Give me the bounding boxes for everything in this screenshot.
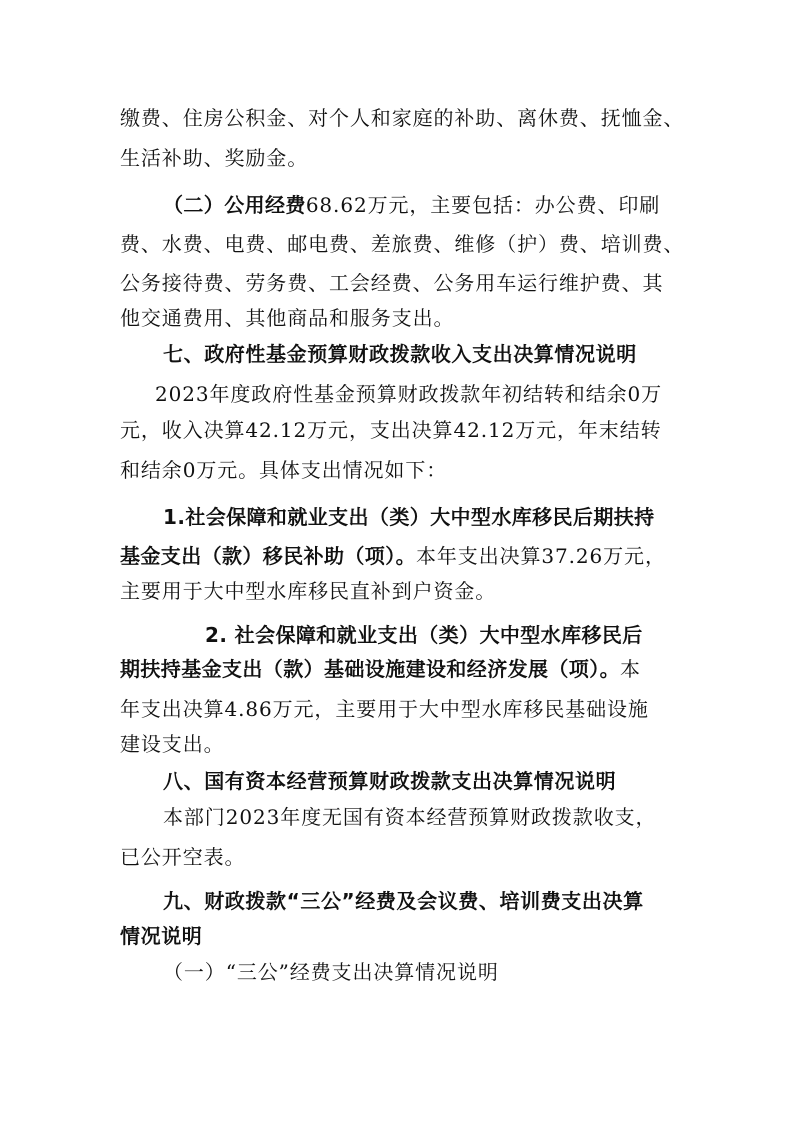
section-heading-7: 七、政府性基金预算财政拨款收入支出决算情况说明 bbox=[163, 342, 637, 366]
paragraph-line: 主要用于大中型水库移民直补到户资金。 bbox=[120, 579, 497, 603]
subheading-public-expenses: （二）公用经费 bbox=[163, 193, 306, 217]
list-item-2-title-cont: 期扶持基金支出（款）基础设施建设和经济发展（项）。 bbox=[120, 657, 620, 681]
list-item-1-title-cont: 基金支出（款）移民补助（项）。 bbox=[120, 544, 416, 568]
paragraph-line bbox=[163, 191, 660, 219]
paragraph-line: 2023年度政府性基金预算财政拨款年初结转和结余0万 bbox=[155, 382, 663, 406]
list-item-2-title: 2. 社会保障和就业支出（类）大中型水库移民后 bbox=[205, 623, 643, 647]
list-item-1-title: 1.社会保障和就业支出（类）大中型水库移民后期扶持 bbox=[163, 505, 655, 529]
paragraph-line: 生活补助、奖励金。 bbox=[120, 146, 309, 170]
paragraph-line: 本部门2023年度无国有资本经营预算财政拨款收支， bbox=[163, 805, 657, 829]
paragraph-line: 年支出决算4.86万元，主要用于大中型水库移民基础设施 bbox=[120, 697, 649, 721]
paragraph-line: 公务接待费、劳务费、工会经费、公务用车运行维护费、其 bbox=[120, 271, 664, 295]
paragraph-line: 缴费、住房公积金、对个人和家庭的补助、离休费、抚恤金、 bbox=[120, 106, 685, 130]
paragraph-line: 建设支出。 bbox=[120, 732, 225, 756]
paragraph-text: 68.62万元，主要包括：办公费、印刷 bbox=[305, 193, 661, 217]
paragraph-line: 已公开空表。 bbox=[120, 845, 246, 869]
paragraph-line: 他交通费用、其他商品和服务支出。 bbox=[120, 306, 455, 330]
paragraph-line: 元，收入决算42.12万元，支出决算42.12万元，年末结转 bbox=[120, 418, 662, 442]
paragraph-line bbox=[120, 542, 666, 570]
paragraph-line: 和结余0万元。具体支出情况如下： bbox=[120, 458, 448, 482]
section-heading-8: 八、国有资本经营预算财政拨款支出决算情况说明 bbox=[163, 769, 617, 793]
paragraph-text: 本年支出决算37.26万元， bbox=[416, 544, 666, 568]
paragraph-line bbox=[120, 655, 641, 683]
subheading-three-public-expenses: （一）“三公”经费支出决算情况说明 bbox=[163, 960, 499, 984]
section-heading-9: 九、财政拨款“三公”经费及会议费、培训费支出决算 bbox=[163, 889, 644, 913]
paragraph-line: 费、水费、电费、邮电费、差旅费、维修（护）费、培训费、 bbox=[120, 232, 685, 256]
paragraph-text: 本 bbox=[620, 657, 641, 681]
section-heading-9-cont: 情况说明 bbox=[120, 924, 203, 948]
